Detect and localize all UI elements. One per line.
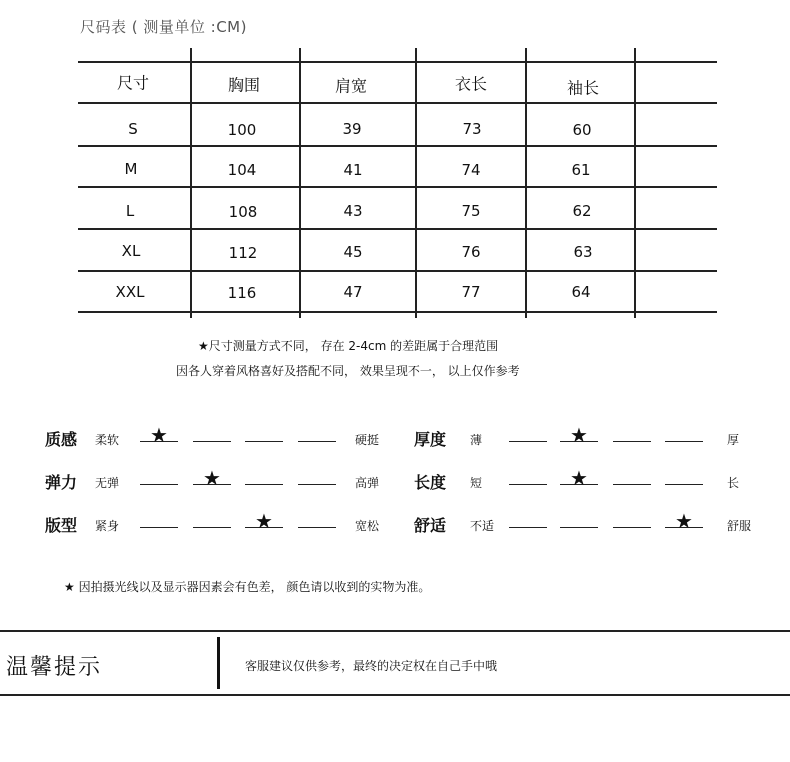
- attribute-min-label: 无弹: [95, 476, 120, 490]
- table-cell: 73: [462, 120, 482, 138]
- table-rule: [78, 145, 717, 147]
- tips-top-rule: [0, 630, 790, 632]
- table-rule: [525, 48, 527, 318]
- table-rule: [299, 48, 301, 318]
- table-rule: [78, 311, 717, 313]
- tips-title: 温馨提示: [6, 655, 103, 680]
- table-rule: [190, 48, 192, 318]
- table-rule: [78, 61, 717, 63]
- table-cell: 41: [343, 161, 363, 179]
- scale-star-icon: ★: [570, 423, 588, 447]
- table-rule: [78, 228, 717, 230]
- table-header-cell: 尺寸: [116, 73, 150, 93]
- attribute-min-label: 不适: [470, 519, 495, 533]
- scale-segment: [245, 441, 283, 442]
- table-cell: 112: [228, 244, 258, 262]
- table-cell: XXL: [115, 283, 145, 301]
- scale-segment: [140, 484, 178, 485]
- tips-divider: [217, 637, 220, 689]
- scale-star-icon: ★: [675, 509, 693, 533]
- attribute-name: 弹力: [45, 473, 78, 492]
- table-cell: 45: [343, 243, 363, 261]
- table-cell: 64: [571, 283, 591, 301]
- scale-segment: [298, 484, 336, 485]
- scale-segment: [509, 484, 547, 485]
- table-rule: [78, 270, 717, 272]
- size-table: [78, 48, 717, 318]
- table-cell: M: [124, 160, 138, 178]
- scale-star-icon: ★: [570, 466, 588, 490]
- table-cell: 61: [571, 161, 591, 179]
- table-cell: XL: [121, 242, 141, 260]
- table-cell: 43: [343, 202, 363, 220]
- attribute-name: 长度: [414, 473, 447, 492]
- scale-segment: [613, 484, 651, 485]
- table-cell: S: [128, 120, 138, 138]
- style-note: 因各人穿着风格喜好及搭配不同， 效果呈现不一， 以上仅作参考: [176, 364, 520, 378]
- table-cell: 77: [461, 283, 481, 301]
- table-cell: 104: [227, 161, 257, 179]
- scale-segment: [298, 527, 336, 528]
- attribute-max-label: 高弹: [355, 476, 380, 490]
- color-disclaimer: ★ 因拍摄光线以及显示器因素会有色差， 颜色请以收到的实物为准。: [64, 580, 431, 594]
- attribute-min-label: 紧身: [95, 519, 120, 533]
- table-cell: L: [125, 202, 135, 220]
- attribute-name: 舒适: [414, 516, 447, 535]
- table-header-cell: 袖长: [566, 78, 600, 98]
- scale-segment: [665, 441, 703, 442]
- table-header-cell: 衣长: [454, 74, 488, 94]
- attribute-max-label: 长: [727, 476, 740, 490]
- attribute-min-label: 柔软: [95, 433, 120, 447]
- table-cell: 60: [572, 121, 592, 139]
- table-cell: 75: [461, 202, 481, 220]
- table-cell: 100: [227, 121, 257, 139]
- attribute-name: 厚度: [414, 430, 447, 449]
- tips-text: 客服建议仅供参考，最终的决定权在自己手中哦: [245, 659, 498, 673]
- scale-segment: [193, 441, 231, 442]
- table-cell: 108: [228, 203, 258, 221]
- table-cell: 47: [343, 283, 363, 301]
- scale-segment: [665, 484, 703, 485]
- table-cell: 74: [461, 161, 481, 179]
- table-cell: 62: [572, 202, 592, 220]
- table-header-cell: 胸围: [227, 75, 261, 95]
- table-header-cell: 肩宽: [334, 76, 368, 96]
- scale-segment: [298, 441, 336, 442]
- scale-segment: [193, 527, 231, 528]
- attribute-max-label: 厚: [727, 433, 740, 447]
- table-cell: 63: [573, 243, 593, 261]
- table-rule: [415, 48, 417, 318]
- size-chart-title: 尺码表 ( 测量单位 :CM): [80, 18, 247, 36]
- scale-segment: [613, 441, 651, 442]
- scale-star-icon: ★: [203, 466, 221, 490]
- scale-segment: [509, 441, 547, 442]
- table-cell: 76: [461, 243, 481, 261]
- table-cell: 116: [227, 284, 257, 302]
- scale-segment: [140, 527, 178, 528]
- attribute-name: 版型: [45, 516, 78, 535]
- scale-segment: [613, 527, 651, 528]
- table-rule: [78, 102, 717, 104]
- tips-bottom-rule: [0, 694, 790, 696]
- scale-segment: [245, 484, 283, 485]
- attribute-max-label: 硬挺: [355, 433, 380, 447]
- attribute-max-label: 宽松: [355, 519, 380, 533]
- attribute-max-label: 舒服: [727, 519, 752, 533]
- scale-star-icon: ★: [255, 509, 273, 533]
- attribute-min-label: 短: [470, 476, 483, 490]
- table-rule: [78, 186, 717, 188]
- table-cell: 39: [342, 120, 362, 138]
- attribute-name: 质感: [45, 430, 78, 449]
- measurement-note: ★尺寸测量方式不同， 存在 2-4cm 的差距属于合理范围: [198, 339, 499, 353]
- scale-segment: [560, 527, 598, 528]
- scale-segment: [509, 527, 547, 528]
- table-rule: [634, 48, 636, 318]
- attribute-min-label: 薄: [470, 433, 483, 447]
- scale-star-icon: ★: [150, 423, 168, 447]
